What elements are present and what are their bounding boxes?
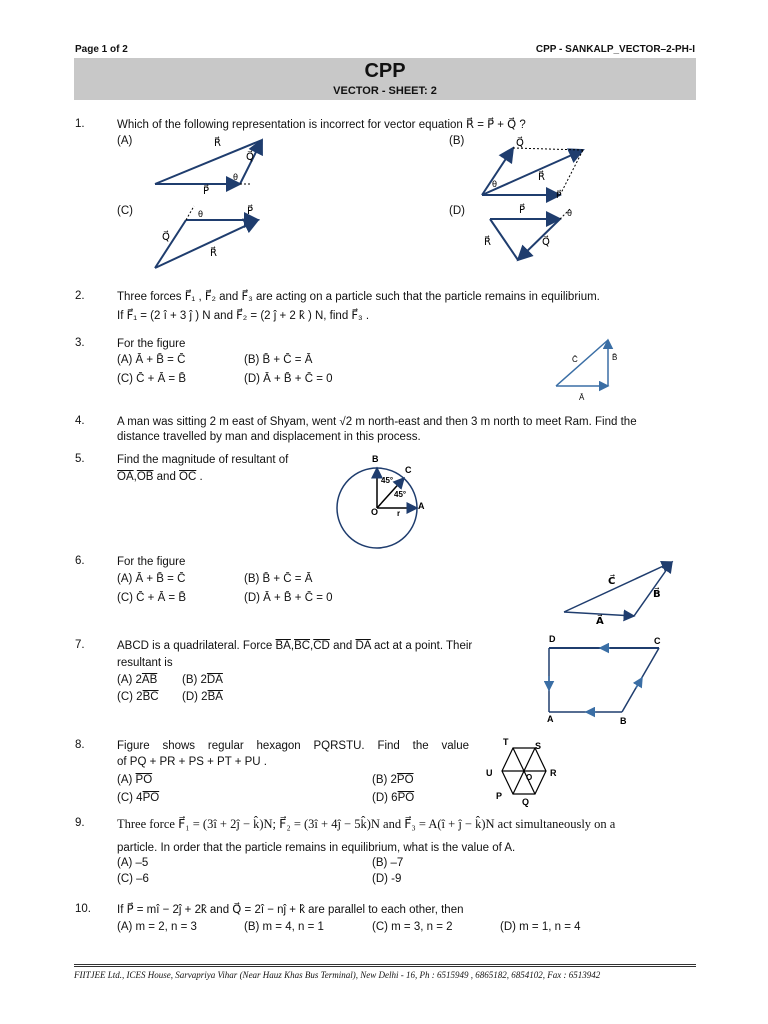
q7-opt-d: (D) $2\overline{BA}$ — [182, 691, 223, 703]
q9-opt-d: (D) -9 — [372, 873, 402, 885]
q2-line2: If F⃗₁ = (2 î + 3 ĵ ) N and F⃗₂ = (2 ĵ + 2 k̂ ) N, find F⃗₃ . — [117, 310, 370, 322]
q1c-p-label: P⃗ — [247, 206, 254, 217]
q10-opt-c: (C) m = 3, n = 2 — [372, 921, 453, 933]
footer-address: FIITJEE Ltd., ICES House, Sarvapriya Vihar (Near Hauz Khas Bus Terminal), New Delhi - 16, Ph : 6515949 , 6865182, 6854102, Fax : 6513942 — [74, 970, 601, 980]
q3-opt-b: (B) B̄ + C̄ = Ā — [244, 354, 313, 366]
q1-figure-d — [490, 208, 573, 260]
q4-line2: distance travelled by man and displacement in this process. — [117, 431, 421, 443]
q4-line1: A man was sitting 2 m east of Shyam, went √2 m north-east and then 3 m north to meet Ram. Find the — [117, 416, 637, 428]
q1a-q-label: Q⃗ — [246, 152, 254, 163]
q6-number: 6. — [75, 555, 85, 567]
q1a-p-label: P⃗ — [203, 186, 210, 197]
q7-figure — [549, 648, 659, 712]
q2-number: 2. — [75, 290, 85, 302]
q3-opt-d: (D) Ā + B̄ + C̄ = 0 — [244, 373, 333, 385]
q4-number: 4. — [75, 415, 85, 427]
q8-opt-a: (A) $\overline{PO}$ — [117, 774, 153, 786]
q10-line1: If P⃗ = mî − 2ĵ + 2k̂ and Q⃗ = 2î − nĵ + k̂ are parallel to each other, then — [117, 904, 464, 916]
q1b-r-label: R⃗ — [538, 172, 545, 183]
q8-s-label: S — [535, 741, 542, 751]
q9-number: 9. — [75, 817, 85, 829]
q8-number: 8. — [75, 739, 85, 751]
q1d-theta: θ — [567, 208, 573, 218]
q9-opt-a: (A) –5 — [117, 857, 149, 869]
q5-o-label: O — [371, 507, 379, 517]
q8-p-label: P — [496, 791, 503, 801]
q7-b-label: B — [620, 716, 627, 726]
q8-line2: of PQ + PR + PS + PT + PU . — [117, 756, 267, 768]
q1b-theta: θ — [492, 179, 498, 189]
q7-d-label: D — [549, 634, 556, 644]
q8-opt-c: (C) $4\overline{PO}$ — [117, 792, 160, 804]
q3-b-label: B̄ — [612, 353, 618, 362]
q1d-r-label: R⃗ — [484, 237, 491, 248]
q6-opt-a: (A) Ā + B̄ = C̄ — [117, 573, 186, 585]
q6-b-label: B⃗ — [653, 589, 661, 600]
q9-opt-b: (B) –7 — [372, 857, 404, 869]
q5-line1: Find the magnitude of resultant of — [117, 454, 289, 466]
page-number: Page 1 of 2 — [75, 44, 128, 55]
q7-c-label: C — [654, 636, 661, 646]
q8-o-label: O — [526, 773, 533, 782]
q5-number: 5. — [75, 453, 85, 465]
q8-opt-d: (D) $6\overline{PO}$ — [372, 792, 415, 804]
q1c-r-label: R⃗ — [210, 248, 217, 259]
q9-opt-c: (C) –6 — [117, 873, 149, 885]
q6-opt-b: (B) B̄ + C̄ = Ā — [244, 573, 313, 585]
q8-q-label: Q — [522, 797, 530, 807]
q10-number: 10. — [75, 903, 91, 915]
q3-figure — [556, 340, 608, 386]
q7-number: 7. — [75, 639, 85, 651]
q1-opt-c: (C) — [117, 205, 133, 217]
banner-title: CPP — [364, 60, 406, 82]
q6-a-label: A⃗ — [596, 616, 604, 627]
footer-rule-2 — [74, 966, 696, 967]
q3-stem: For the figure — [117, 338, 186, 350]
q10-opt-a: (A) m = 2, n = 3 — [117, 921, 197, 933]
q7-line2: resultant is — [117, 657, 173, 669]
q5-a-label: A — [418, 501, 425, 511]
q1a-r-label: R⃗ — [214, 138, 221, 149]
q3-opt-c: (C) C̄ + Ā = B̄ — [117, 373, 187, 385]
q7-line1: ABCD is a quadrilateral. Force $\overline{BA},\overline{BC},\overline{CD}$ and $\overline{DA}$ act at a point. Their — [117, 640, 473, 652]
q6-c-label: C⃗ — [608, 576, 616, 587]
q2-line1: Three forces F⃗₁ , F⃗₂ and F⃗₃ are acting on a particle such that the particle remains in equilibrium. — [117, 291, 600, 303]
q7-a-label: A — [547, 714, 554, 724]
q6-opt-c: (C) C̄ + Ā = B̄ — [117, 592, 187, 604]
q1-figure-b — [482, 148, 583, 195]
q7-opt-b: (B) $2\overline{DA}$ — [182, 674, 223, 686]
q8-t-label: T — [503, 737, 509, 747]
q5-b-label: B — [372, 454, 379, 464]
q1d-q-label: Q⃗ — [542, 237, 550, 248]
q8-r-label: R — [550, 768, 557, 778]
q10-opt-d: (D) m = 1, n = 4 — [500, 921, 581, 933]
q8-line1: Figure shows regular hexagon PQRSTU. Find the value — [117, 740, 469, 752]
q1-opt-b: (B) — [449, 135, 465, 147]
q3-number: 3. — [75, 337, 85, 349]
q5-r-label: r — [397, 509, 401, 518]
q1c-q-label: Q⃗ — [162, 232, 170, 243]
q7-opt-a: (A) $2\overline{AB}$ — [117, 674, 158, 686]
q3-opt-a: (A) Ā + B̄ = C̄ — [117, 354, 186, 366]
q5-c-label: C — [405, 465, 412, 475]
q5-angle2: 45° — [394, 490, 407, 499]
q3-a-label: Ā — [579, 393, 585, 402]
q1-figure-c — [155, 206, 258, 268]
q6-opt-d: (D) Ā + B̄ + C̄ = 0 — [244, 592, 333, 604]
q3-c-label: C̄ — [572, 355, 578, 364]
q8-opt-b: (B) $2\overline{PO}$ — [372, 774, 414, 786]
q1-number: 1. — [75, 118, 85, 130]
q8-u-label: U — [486, 768, 493, 778]
sheet-code: CPP - SANKALP_VECTOR–2-PH-I — [535, 44, 695, 55]
q7-opt-c: (C) $2\overline{BC}$ — [117, 691, 159, 703]
q9-line1: Three force F⃗₁ = (3î + 2ĵ − k̂)N; F⃗₂ = (3î + 4ĵ − 5k̂)N and F⃗₃ = A(î + ĵ − k̂)N act simultaneously on a — [117, 817, 616, 831]
q9-line2: particle. In order that the particle remains in equilibrium, what is the value of A. — [117, 842, 516, 854]
q5-angle1: 45° — [381, 476, 394, 485]
banner-subtitle: VECTOR - SHEET: 2 — [333, 85, 437, 97]
q10-opt-b: (B) m = 4, n = 1 — [244, 921, 324, 933]
q1-text: Which of the following representation is incorrect for vector equation R⃗ = P⃗ + Q⃗ ? — [117, 119, 526, 131]
q1d-p-label: P⃗ — [519, 205, 526, 216]
q8-figure — [502, 748, 546, 794]
footer-rule — [74, 964, 696, 965]
q1b-q-label: Q⃗ — [516, 138, 524, 149]
q1c-theta: θ — [198, 209, 204, 219]
q5-line2: $\overline{OA},\overline{OB}$ and $\overline{OC}$ . — [117, 471, 203, 483]
q1-opt-d: (D) — [449, 205, 465, 217]
q1b-p-label: P⃗ — [556, 190, 562, 200]
q1-opt-a: (A) — [117, 135, 133, 147]
q6-stem: For the figure — [117, 556, 186, 568]
q1a-theta: θ — [233, 172, 239, 182]
